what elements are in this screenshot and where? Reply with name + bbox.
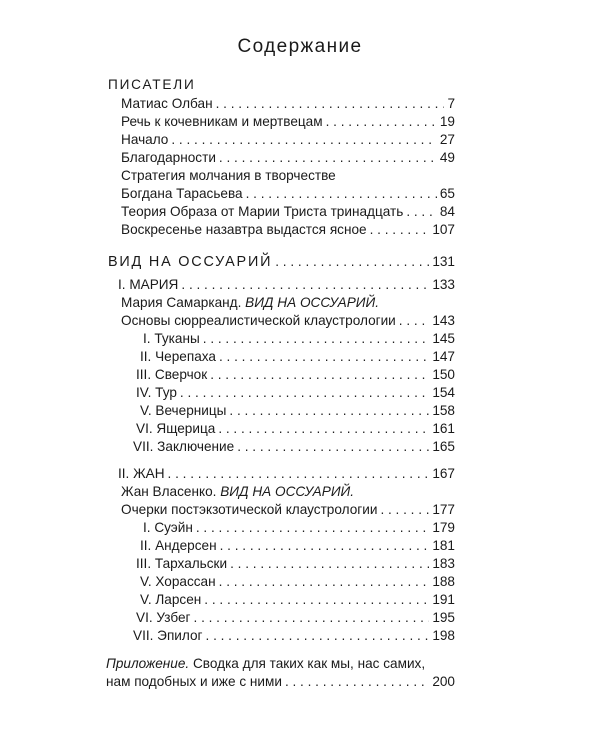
toc-entry-title: III. Тархальски (136, 556, 228, 571)
toc-entry-title: I. Суэйн (143, 520, 193, 535)
toc-entry-page: 150 (432, 367, 455, 382)
dot-leader (237, 438, 429, 456)
toc-entry-page: 167 (432, 466, 455, 481)
dot-leader (219, 348, 429, 366)
toc-entry-appendix[interactable] (106, 673, 455, 691)
part-author-line (121, 294, 379, 312)
toc-entry[interactable] (121, 95, 455, 113)
author-work-title: ВИД НА ОССУАРИЙ. (245, 295, 379, 310)
dot-leader (168, 465, 430, 483)
dot-leader (229, 402, 429, 420)
toc-entry-title: II. Андерсен (140, 538, 217, 553)
dot-leader (220, 537, 430, 555)
dot-leader (230, 555, 429, 573)
dot-leader (219, 573, 430, 591)
author-name: Жан Власенко. (121, 484, 217, 499)
toc-entry-page: 154 (432, 385, 455, 400)
toc-entry-title: I. Туканы (143, 331, 200, 346)
dot-leader (210, 366, 429, 384)
toc-section-ossuary[interactable] (108, 253, 455, 271)
dot-leader (326, 113, 437, 131)
toc-entry-page: 147 (432, 349, 455, 364)
toc-entry[interactable] (121, 221, 455, 239)
toc-entry-title: Матиас Олбан (121, 96, 213, 111)
toc-entry[interactable] (133, 438, 455, 456)
dot-leader (246, 185, 437, 203)
page-title: Содержание (237, 36, 363, 57)
dot-leader (171, 131, 437, 149)
dot-leader (204, 591, 429, 609)
toc-entry[interactable] (140, 537, 455, 555)
toc-entry[interactable] (136, 366, 455, 384)
dot-leader (194, 609, 430, 627)
toc-entry-page: 179 (432, 520, 455, 535)
toc-entry-page: 7 (447, 96, 455, 111)
toc-entry-title: V. Ларсен (140, 592, 202, 607)
toc-entry-title: Речь к кочевникам и мертвецам (121, 114, 323, 129)
toc-entry[interactable] (121, 113, 455, 131)
toc-entry-title: II. Черепаха (140, 349, 216, 364)
toc-entry-page: 177 (432, 502, 455, 517)
toc-entry-page: 145 (432, 331, 455, 346)
toc-entry-title: Воскресенье назавтра выдастся ясное (121, 222, 367, 237)
toc-entry[interactable] (136, 609, 455, 627)
toc-entry-page: 131 (432, 254, 455, 269)
author-work-title: ВИД НА ОССУАРИЙ. (220, 484, 355, 499)
appendix-line1 (106, 655, 425, 673)
appendix-title-line1: Сводка для таких как мы, нас самих, (192, 656, 426, 671)
toc-entry-page: 49 (439, 150, 455, 165)
author-name: Мария Самарканд. (121, 295, 242, 310)
toc-entry-page: 191 (432, 592, 455, 607)
toc-entry-title: Основы сюрреалистической клаустрологии (121, 313, 396, 328)
toc-entry-title: VI. Ящерица (136, 421, 216, 436)
toc-entry-title: Благодарности (121, 150, 216, 165)
section-heading-writers: ПИСАТЕЛИ (108, 77, 196, 92)
dot-leader (285, 673, 429, 691)
toc-entry-title: Очерки постэкзотической клаустрологии (121, 502, 378, 517)
part-heading-maria: I. МАРИЯ (118, 277, 179, 292)
toc-entry-title: VII. Эпилог (133, 628, 203, 643)
toc-part-maria[interactable] (118, 276, 455, 294)
toc-entry-title: IV. Тур (136, 385, 177, 400)
toc-entry-title: V. Хорассан (140, 574, 216, 589)
toc-entry-title: V. Вечерницы (140, 403, 227, 418)
toc-entry-title: Начало (121, 132, 169, 147)
toc-entry-page: 198 (432, 628, 455, 643)
toc-entry[interactable] (121, 131, 455, 149)
toc-entry-page: 165 (432, 439, 455, 454)
toc-entry-page: 161 (432, 421, 455, 436)
toc-entry-page: 181 (432, 538, 455, 553)
dot-leader (370, 221, 430, 239)
toc-entry-page: 188 (432, 574, 455, 589)
dot-leader (180, 384, 429, 402)
toc-entry[interactable] (143, 519, 455, 537)
dot-leader (406, 203, 437, 221)
appendix-title-line2: нам подобных и иже с ними (106, 674, 282, 689)
dot-leader (181, 276, 429, 294)
toc-entry[interactable] (136, 384, 455, 402)
toc-entry-title: VI. Узбег (136, 610, 191, 625)
dot-leader (203, 330, 430, 348)
toc-entry[interactable] (121, 203, 455, 221)
toc-entry[interactable] (133, 627, 455, 645)
dot-leader (380, 501, 429, 519)
toc-entry[interactable] (140, 573, 455, 591)
part-author-line (121, 483, 354, 501)
toc-entry[interactable] (121, 501, 455, 519)
appendix-label: Приложение. (106, 656, 190, 671)
dot-leader (218, 420, 429, 438)
dot-leader (206, 627, 430, 645)
toc-entry[interactable] (136, 555, 455, 573)
toc-entry-page: 19 (439, 114, 455, 129)
toc-entry[interactable] (121, 149, 455, 167)
toc-entry-page: 65 (439, 186, 455, 201)
toc-part-jean[interactable] (118, 465, 455, 483)
toc-entry-page: 27 (439, 132, 455, 147)
toc-entry-title-line1: Стратегия молчания в творчестве (121, 168, 336, 183)
toc-entry-page: 183 (432, 556, 455, 571)
toc-entry[interactable] (140, 348, 455, 366)
toc-entry-page: 133 (432, 277, 455, 292)
dot-leader (196, 519, 429, 537)
dot-leader (275, 253, 429, 271)
dot-leader (219, 149, 437, 167)
part-heading-jean: II. ЖАН (118, 466, 165, 481)
dot-leader (399, 312, 430, 330)
toc-entry[interactable] (121, 185, 455, 203)
toc-entry[interactable] (140, 591, 455, 609)
toc-entry-page: 195 (432, 610, 455, 625)
toc-entry-title: III. Сверчок (136, 367, 208, 382)
toc-entry[interactable] (140, 402, 455, 420)
toc-entry-title: Теория Образа от Марии Триста тринадцать (121, 204, 404, 219)
toc-entry-page: 200 (432, 674, 455, 689)
toc-entry-page: 84 (439, 204, 455, 219)
toc-entry[interactable] (121, 312, 455, 330)
toc-entry-page: 158 (432, 403, 455, 418)
toc-entry-title: Богдана Тарасьева (121, 186, 243, 201)
section-heading-ossuary: ВИД НА ОССУАРИЙ (108, 254, 273, 270)
toc-entry-page: 107 (432, 222, 455, 237)
toc-entry-page: 143 (432, 313, 455, 328)
dot-leader (216, 95, 445, 113)
toc-entry-title: VII. Заключение (133, 439, 235, 454)
toc-entry[interactable] (136, 420, 455, 438)
toc-entry[interactable] (143, 330, 455, 348)
